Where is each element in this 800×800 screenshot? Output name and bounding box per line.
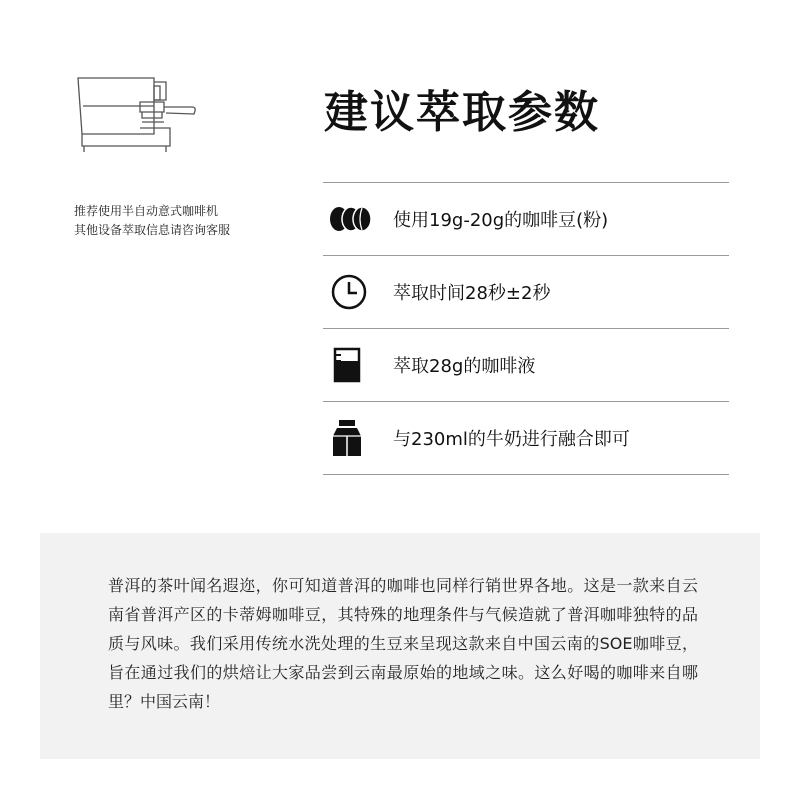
beaker-icon [323, 345, 383, 385]
param-row [323, 329, 729, 402]
param-row [323, 183, 729, 256]
param-text: 与230ml的牛奶进行融合即可 [393, 429, 630, 450]
recommendation-line: 推荐使用半自动意式咖啡机 [74, 204, 219, 218]
params-title: 建议萃取参数 [324, 87, 600, 138]
milk-carton-icon [323, 418, 383, 458]
recommendation-note [74, 202, 230, 240]
story-box [40, 533, 760, 759]
params-list [323, 182, 729, 475]
clock-icon [323, 272, 383, 312]
param-row [323, 402, 729, 475]
param-text: 使用19g-20g的咖啡豆(粉) [393, 210, 609, 231]
story-text: 普洱的茶叶闻名遐迩，你可知道普洱的咖啡也同样行销世界各地。这是一款来自云南省普洱产区的卡蒂姆咖啡豆，其特殊的地理条件与气候造就了普洱咖啡独特的品质与风味。我们采用传统水洗处理的生豆来呈现这款来自中国云南的SOE咖啡豆，旨在通过我们的烘焙让大家品尝到云南最原始的地域之味。这么好喝的咖啡来自哪里？中国云南！ [108, 576, 698, 711]
recommendation-line: 其他设备萃取信息请咨询客服 [74, 223, 231, 237]
param-text: 萃取28g的咖啡液 [393, 356, 536, 377]
param-text: 萃取时间28秒±2秒 [393, 283, 551, 304]
espresso-machine-icon [70, 72, 200, 158]
coffee-beans-icon [323, 205, 383, 233]
param-row [323, 256, 729, 329]
